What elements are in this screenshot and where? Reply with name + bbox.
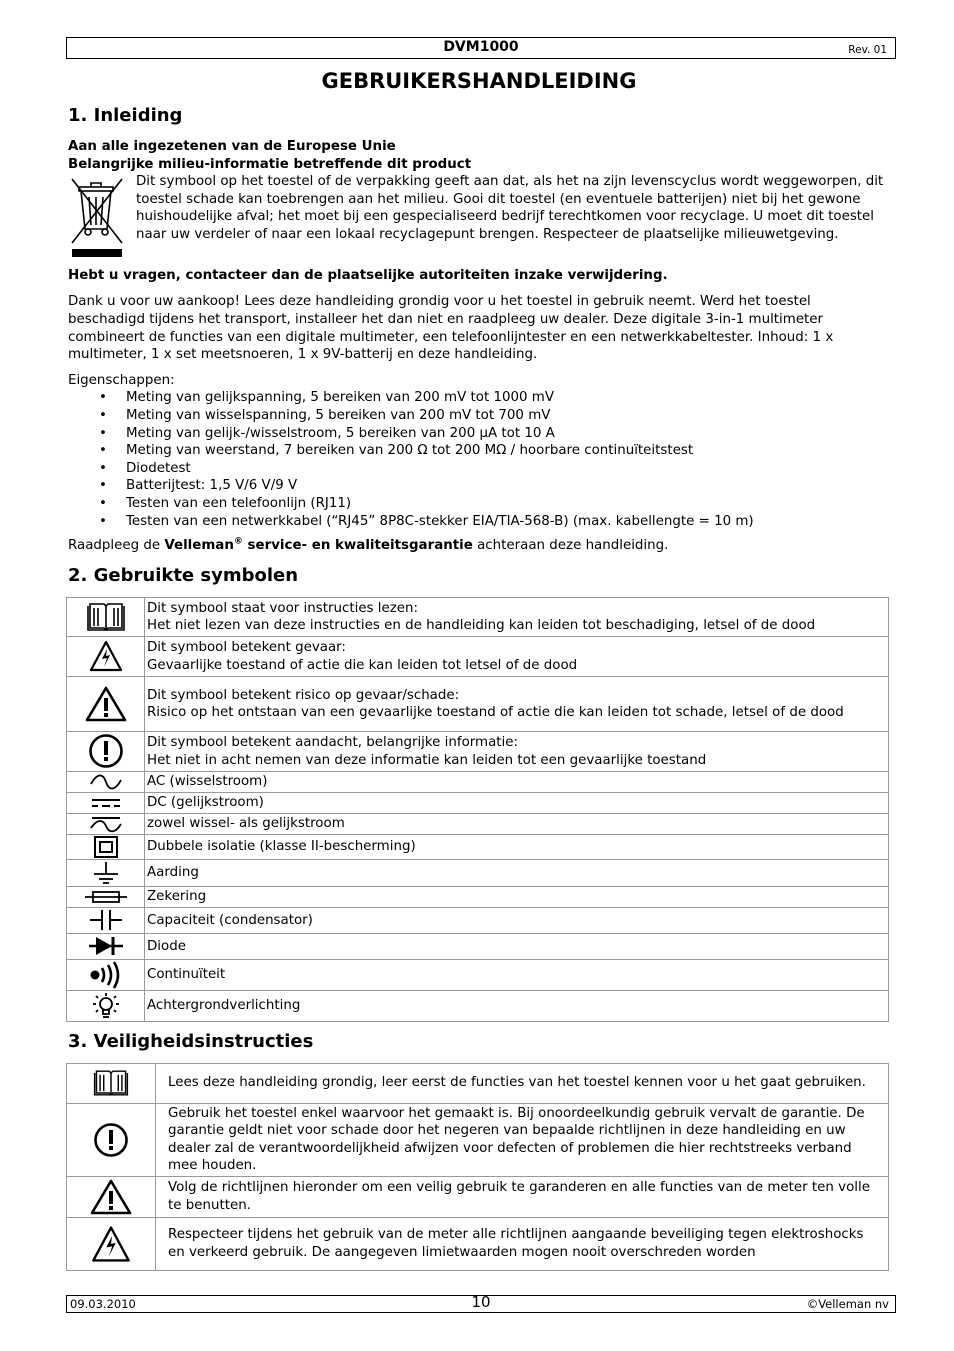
table-row	[67, 886, 889, 907]
safety-table	[66, 1063, 889, 1271]
list-item: • Meting van gelijk-/wisselstroom, 5 bereiken van 200 µA tot 10 A	[126, 425, 890, 443]
eu-line: Aan alle ingezetenen van de Europese Unie	[68, 139, 396, 154]
fuse-icon	[67, 886, 145, 907]
symbol-description	[145, 731, 889, 771]
footer-date: 09.03.2010	[70, 1297, 136, 1311]
table-row	[67, 792, 889, 813]
book-icon	[67, 1063, 156, 1103]
table-row	[67, 731, 889, 771]
table-row	[67, 636, 889, 676]
page-header	[66, 37, 896, 59]
attention-circle-icon	[67, 1103, 156, 1176]
page-footer	[66, 1295, 896, 1313]
warranty-pre: Raadpleeg de	[68, 538, 165, 554]
section-safety-heading: 3. Veiligheidsinstructies	[68, 1030, 314, 1052]
symbol-description: zowel wissel- als gelijkstroom	[145, 813, 889, 834]
book-icon	[67, 597, 145, 636]
warning-triangle-icon	[67, 1177, 156, 1218]
table-row	[67, 859, 889, 886]
backlight-icon	[67, 990, 145, 1021]
symbol-description: Aarding	[145, 859, 889, 886]
list-item: • Batterijtest: 1,5 V/6 V/9 V	[126, 477, 890, 495]
safety-instruction: Lees deze handleiding grondig, leer eerst de functies van het toestel kennen voor u het gaat gebruiken.	[156, 1063, 889, 1103]
env-line: Belangrijke milieu-informatie betreffende dit product	[68, 156, 472, 172]
warranty-brand: Velleman	[164, 538, 234, 554]
safety-instruction: Respecteer tijdens het gebruik van de meter alle richtlijnen aangaande beveiliging tegen elektroshocks en verkeerd gebruik. De aangegeven limietwaarden mogen nooit overschreden worden	[156, 1218, 889, 1271]
warranty-bold: service- en kwaliteitsgarantie	[242, 538, 473, 554]
list-item: • Diodetest	[126, 460, 890, 478]
list-item: • Testen van een telefoonlijn (RJ11)	[126, 495, 890, 513]
symbol-description	[145, 636, 889, 676]
model-name: DVM1000	[443, 39, 519, 55]
list-item: • Meting van wisselspanning, 5 bereiken van 200 mV tot 700 mV	[126, 407, 890, 425]
warranty-post: achteraan deze handleiding.	[472, 538, 669, 554]
symbol-description: Zekering	[145, 886, 889, 907]
table-row	[67, 676, 889, 731]
symbol-description: DC (gelijkstroom)	[145, 792, 889, 813]
weee-block	[68, 173, 890, 267]
features-list	[68, 389, 890, 530]
table-row	[67, 771, 889, 792]
section-symbols-heading: 2. Gebruikte symbolen	[68, 564, 299, 586]
symbol-detail: Risico op het ontstaan van een gevaarlijke toestand of actie die kan leiden tot schade, letsel of de dood	[147, 705, 844, 721]
table-row	[67, 597, 889, 636]
table-row	[67, 1218, 889, 1271]
attention-circle-icon	[67, 731, 145, 771]
symbol-description	[145, 597, 889, 636]
dc-icon	[67, 792, 145, 813]
warning-triangle-icon	[67, 676, 145, 731]
symbol-description: Diode	[145, 933, 889, 959]
symbol-description: Achtergrondverlichting	[145, 990, 889, 1021]
table-row	[67, 834, 889, 859]
table-row	[67, 1177, 889, 1218]
symbol-detail: Het niet in acht nemen van deze informatie kan leiden tot een gevaarlijke toestand	[147, 752, 707, 768]
page-number: 10	[471, 1293, 491, 1311]
revision: Rev. 01	[848, 44, 887, 56]
electric-hazard-icon	[67, 1218, 156, 1271]
safety-instruction: Volg de richtlijnen hieronder om een veilig gebruik te garanderen en alle functies van de meter ten volle te benutten.	[156, 1177, 889, 1218]
section-intro-heading: 1. Inleiding	[68, 105, 183, 126]
contact-line: Hebt u vragen, contacteer dan de plaatselijke autoriteiten inzake verwijdering.	[68, 267, 668, 283]
weee-text: Dit symbool op het toestel of de verpakking geeft aan dat, als het na zijn levenscyclus wordt weggeworpen, dit toestel schade kan toebrengen aan het milieu. Gooi dit toestel (en eventuele batterijen) niet bij het gewone huishoudelijke afval; het moet bij een gespecialiseerd bedrijf terechtkomen voor recyclage. U moet dit toestel naar uw verdeler of naar een lokaal recyclagepunt brengen. Respecteer de plaatselijke milieuwetgeving.	[136, 174, 884, 242]
ac-icon	[67, 771, 145, 792]
table-row	[67, 813, 889, 834]
symbol-description: Capaciteit (condensator)	[145, 907, 889, 933]
intro-paragraph: Dank u voor uw aankoop! Lees deze handleiding grondig voor u het toestel in gebruik neemt. Werd het toestel beschadigd tijdens het transport, installeer het dan niet en raadpleeg uw dealer. Deze digitale 3-in-1 multimeter combineert de functies van een digitale multimeter, een telefoonlijntester en een netwerkkabeltester. Inhoud: 1 x multimeter, 1 x set meetsnoeren, 1 x 9V-batterij en deze handleiding.	[68, 294, 834, 363]
symbol-detail: Het niet lezen van deze instructies en de handleiding kan leiden tot beschadiging, letsel of de dood	[147, 618, 816, 634]
symbol-title: Dit symbool betekent gevaar:	[147, 640, 346, 656]
document-title: GEBRUIKERSHANDLEIDING	[321, 69, 637, 93]
diode-icon	[67, 933, 145, 959]
symbol-description	[145, 676, 889, 731]
table-row	[67, 1103, 889, 1176]
table-row	[67, 1063, 889, 1103]
list-item: • Meting van gelijkspanning, 5 bereiken van 200 mV tot 1000 mV	[126, 389, 890, 407]
symbol-title: Dit symbool staat voor instructies lezen:	[147, 600, 419, 616]
features-label: Eigenschappen:	[68, 372, 175, 388]
symbol-title: Dit symbool betekent aandacht, belangrijke informatie:	[147, 735, 519, 751]
continuity-icon	[67, 959, 145, 990]
symbols-table	[66, 597, 889, 1022]
electric-hazard-icon	[67, 636, 145, 676]
safety-instruction: Gebruik het toestel enkel waarvoor het gemaakt is. Bij onoordeelkundig gebruik vervalt de garantie. De garantie geldt niet voor schade door het negeren van bepaalde richtlijnen in deze handleiding en uw dealer zal de verantwoordelijkheid afwijzen voor defecten of problemen die hier rechtstreeks verband mee houden.	[156, 1103, 889, 1176]
table-row	[67, 907, 889, 933]
ground-icon	[67, 859, 145, 886]
warranty-line	[68, 537, 890, 555]
symbol-description: Continuïteit	[145, 959, 889, 990]
table-row	[67, 959, 889, 990]
footer-copyright: ©Velleman nv	[806, 1297, 889, 1311]
table-row	[67, 990, 889, 1021]
table-row	[67, 933, 889, 959]
list-item: • Meting van weerstand, 7 bereiken van 200 Ω tot 200 MΩ / hoorbare continuïteitstest	[126, 442, 890, 460]
symbol-description: Dubbele isolatie (klasse II-bescherming)	[145, 834, 889, 859]
symbol-title: Dit symbool betekent risico op gevaar/schade:	[147, 687, 460, 703]
list-item: • Testen van een netwerkkabel (“RJ45” 8P8C-stekker EIA/TIA-568-B) (max. kabellengte = 10 m)	[126, 513, 890, 531]
registered-mark: ®	[233, 536, 243, 547]
ac-dc-icon	[67, 813, 145, 834]
document-body	[68, 66, 890, 1271]
weee-bin-icon	[68, 173, 136, 267]
double-insulation-icon	[67, 834, 145, 859]
symbol-description: AC (wisselstroom)	[145, 771, 889, 792]
symbol-detail: Gevaarlijke toestand of actie die kan leiden tot letsel of de dood	[147, 657, 578, 673]
capacitor-icon	[67, 907, 145, 933]
